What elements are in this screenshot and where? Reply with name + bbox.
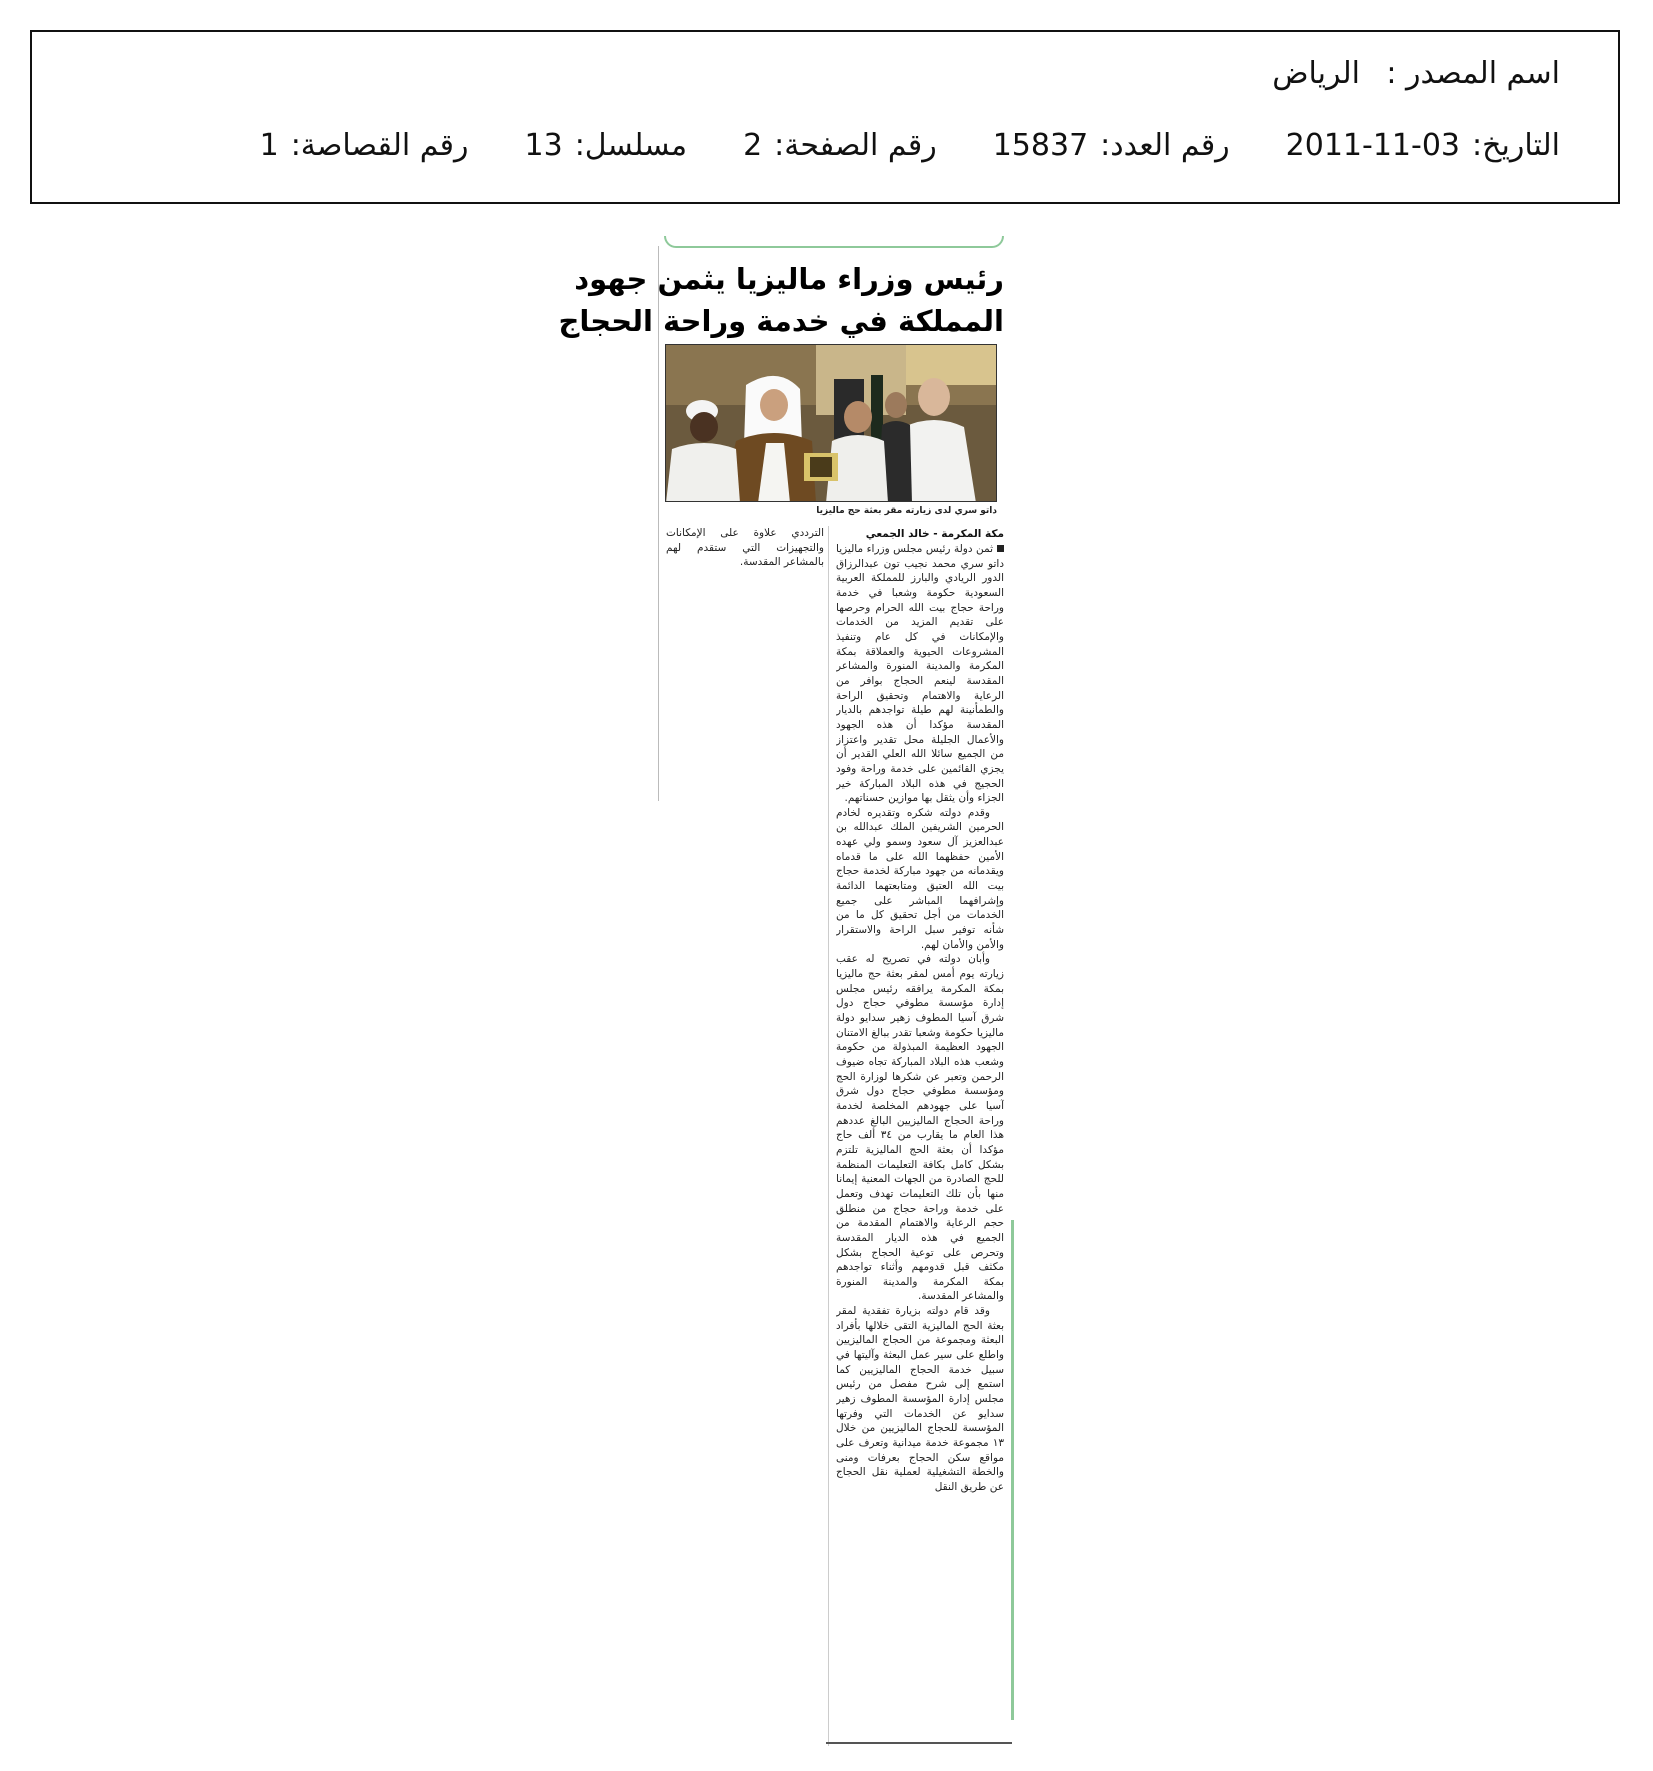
article-photo [665,344,997,502]
headline-line-1: رئيس وزراء ماليزيا يثمن جهود [574,262,1004,296]
photo-caption: داتو سري لدى زيارته مقر بعثة حج ماليزيا [816,506,997,516]
serial-value: 13 [524,128,563,163]
clip-number-label: رقم القصاصة: [290,128,469,163]
paragraph-2-text: وقدم دولته شكره وتقديره لخادم الحرمين الشريفين الملك عبدالله بن عبدالعزيز آل سعود وسمو ولي عهده الأمين حفظهما الله على ما قدماه ويقدمانه من جهود مباركة لخدمة حجاج بيت الله العتيق ومتابعتهما الدائمة وإشرافهما المباشر على جميع الخدمات من أجل تحقيق كل ما من شأنه توفير سبل الراحة والاستقرار والأمن والأمان لهم. [836,806,1004,951]
column-divider [828,526,829,1746]
top-frame-rule [664,236,1004,248]
source-metadata-box [30,30,1620,204]
source-value: الرياض [1272,56,1360,91]
paragraph-3-text: وأبان دولته في تصريح له عقب زيارته يوم أمس لمقر بعثة حج ماليزيا بمكة المكرمة يرافقه رئيس مجلس إدارة مؤسسة مطوفي حجاج دول شرق آسيا المطوف زهير سدايو دولة ماليزيا حكومة وشعبا تقدر ببالغ الامتنان الجهود العظيمة المبذولة من حكومة وشعب هذه البلاد المباركة تجاه ضيوف الرحمن وتعبر عن شكرها لوزارة الحج ومؤسسة مطوفي حجاج دول شرق آسيا على جهودهم المخلصة لخدمة وراحة الحجاج الماليزيين البالغ عددهم هذا العام ما يقارب من ٣٤ ألف حاج مؤكدا أن بعثة الحج الماليزية تلتزم بشكل كامل بكافة التعليمات المنظمة للحج الصادرة من الجهات المعنية إيمانا منها بأن تلك التعليمات تهدف وتعمل على خدمة وراحة حجاج من منطلق حجم الرعاية والاهتمام المقدمة من الجميع في هذه الديار المقدسة وتحرص على توعية الحجاج بشكل مكثف قبل قدومهم وأثناء تواجدهم بمكة المكرمة والمدينة المنورة والمشاعر المقدسة. [836,953,1004,1303]
source-label: اسم المصدر : [1386,56,1560,91]
date-label: التاريخ: [1472,128,1560,163]
date-value: 2011-11-03 [1285,128,1461,163]
issue-field [993,128,1230,163]
page-value: 2 [743,128,763,163]
paragraph-bullet [997,545,1004,552]
article-headline [558,258,1004,342]
continuation-paragraph [666,526,824,570]
source-row [1272,56,1560,91]
continuation-column [666,526,824,582]
clip-number-field [260,128,469,163]
right-accent-rule [1010,1220,1014,1720]
body-paragraph [836,806,1004,953]
body-paragraph [836,952,1004,1304]
paragraph-4-text: وقد قام دولته بزيارة تفقدية لمقر بعثة الحج الماليزية التقى خلالها بأفراد البعثة ومجموعة من الحجاج الماليزيين واطلع على سير عمل البعثة وآليتها في سبيل خدمة الحجاج الماليزيين كما استمع إلى شرح مفصل من رئيس مجلس إدارة المؤسسة المطوف زهير سدايو عن الخدمات التي وفرتها المؤسسة للحجاج الماليزيين من خلال ١٣ مجموعة خدمة ميدانية وتعرف على مواقع سكن الحجاج بعرفات ومنى والخطة التشغيلية لعملية نقل الحجاج عن طريق النقل [836,1305,1004,1493]
serial-label: مسلسل: [574,128,688,163]
headline-line-2: المملكة في خدمة وراحة الحجاج [558,304,1004,338]
article-body-column [836,542,1004,1738]
source-field [1360,56,1560,91]
clip-number-value: 1 [259,128,279,163]
continuation-text: الترددي علاوة على الإمكانات والتجهيزات التي ستقدم لهم بالمشاعر المقدسة. [666,527,824,569]
article-byline: مكة المكرمة - خالد الجمعي [865,528,1004,540]
issue-value: 15837 [992,128,1089,163]
source-value-field [1272,56,1360,91]
paragraph-1-text: ثمن دولة رئيس مجلس وزراء ماليزيا داتو سري محمد نجيب تون عبدالرزاق الدور الريادي والبارز للمملكة العربية السعودية حكومة وشعبا في خدمة وراحة حجاج بيت الله الحرام وحرصها على تقديم المزيد من الخدمات والإمكانات في كل عام وتنفيذ المشروعات الحيوية والعملاقة بمكة المكرمة والمدينة المنورة والمشاعر المقدسة لينعم الحجاج بوافر من الرعاية والاهتمام وتحقيق الراحة والطمأنينة لهم طيلة تواجدهم بالديار المقدسة مؤكدا أن هذه الجهود والأعمال الجليلة محل تقدير واعتزاز من الجميع سائلا الله العلي القدير أن يجزي القائمين على خدمة وراحة وفود الحجيج في هذه البلاد المباركة خير الجزاء وأن يثقل بها موازين حسناتهم. [836,543,1004,805]
issue-label: رقم العدد: [1100,128,1230,163]
newspaper-clipping [558,236,1014,1746]
serial-field [525,128,688,163]
body-paragraph [836,1304,1004,1495]
details-row [204,128,1560,163]
body-paragraph [836,542,1004,806]
bottom-frame-rule [826,1742,1012,1744]
date-field [1286,128,1560,163]
page-field [743,128,937,163]
photo-illustration [666,345,997,502]
page-label: رقم الصفحة: [774,128,937,163]
